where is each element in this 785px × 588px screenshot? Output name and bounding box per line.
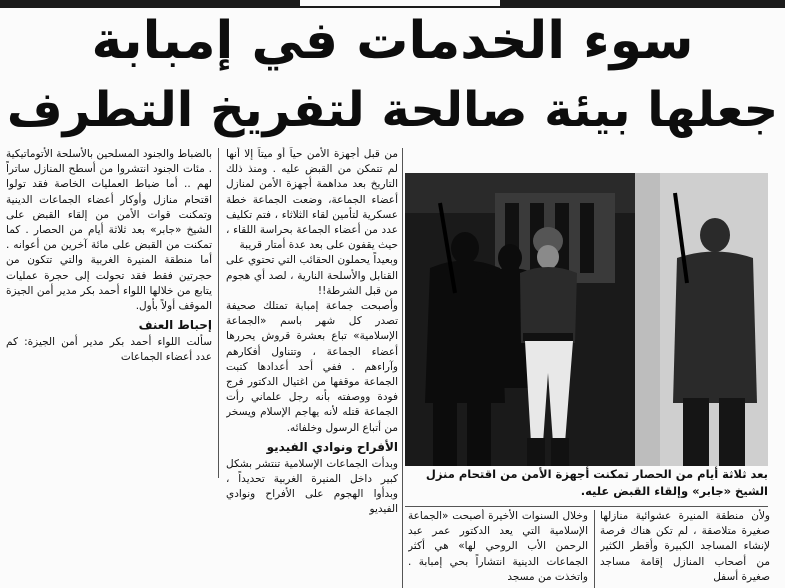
column-divider	[218, 148, 219, 478]
paragraph: وبدأت الجماعات الإسلامية تنتشر بشكل كبير داخل المنيرة الغربية تحديداً ، وبدأوا الهجوم على الأفراح ونوادي الفيديو	[226, 457, 398, 516]
photo-caption: بعد ثلاثة أيام من الحصار تمكنت أجهزة الأمن من اقتحام منزل الشيخ «جابر» وإلقاء القبض عليه.	[425, 467, 768, 498]
paragraph: بالضباط والجنود المسلحين بالأسلحة الأتوماتيكية . مئات الجنود انتشروا من أسطح المنازل ساتراً لهم .. أما ضباط العمليات الخاصة فقد تولوا اقتحام منازل وأوكار أعضاء الجماعات الدينية وتمكنت قوات الأمن من إلقاء القبض على الشيخ «جابر» بعد ثلاثة أيام من الحصار . كما تمكنت من القبض على مائة آخرين من أعوانه . أما منطقة المنيرة الغربية والتي تتكون من حجرتين فقط فقد تحولت إلى حجرة عمليات يتابع من خلالها اللواء أحمد بكر مدير أمن الجيزة الموقف أولاً بأول.	[6, 148, 212, 313]
subheadline: جعلها بيئة صالحة لتفريخ التطرف	[6, 82, 779, 138]
top-rule-gap	[300, 0, 500, 6]
paragraph: وأصبحت جماعة إمبابة تمتلك صحيفة تصدر كل شهر باسم «الجماعة الإسلامية» تباع بعشرة قروش يحررها أعضاء الجماعة ، وتتناول أفكارهم وآراءهم . ففي أحد أعدادها كتبت الجماعة موقفها من اغتيال الدكتور فرج فودة ووصفته بأنه رجل علماني رأت الجماعة قتله لأنه يهاجم الإسلام ويسخر من أتباع الرسول وخلفائه.	[226, 300, 398, 434]
headline: سوء الخدمات في إمبابة	[91, 11, 694, 71]
article-column-left	[6, 147, 212, 477]
news-photo	[405, 173, 768, 466]
paragraph: وخلال السنوات الأخيرة أصبحت «الجماعة الإسلامية التي يعد الدكتور عمر عبد الرحمن الأب الروحي لها» هي أكثر الجماعات الدينية انتشاراً بحي إمبابة . واتخذت من مسجد	[408, 510, 588, 583]
column-divider	[594, 510, 595, 588]
column-divider	[402, 148, 403, 588]
article-column-middle	[226, 147, 398, 588]
paragraph: وبعيداً يحملون الحقائب التي تحتوي على القنابل والأسلحة النارية ، لصد أي هجوم من قبل الشرطة!!	[226, 254, 398, 297]
section-heading: الأفراح ونوادي الفيديو	[266, 439, 398, 454]
caption-rule	[405, 506, 768, 507]
paragraph: ولأن منطقة المنيرة عشوائية منازلها صغيرة متلاصقة ، لم تكن هناك فرصة لإنشاء المساجد الكبيرة وأقطر الكثير من أصحاب المنازل إقامة مساجد صغيرة أسفل	[600, 510, 770, 583]
police-raid-photo	[405, 173, 768, 466]
article-column-bottom-right	[600, 509, 770, 588]
article-column-bottom-middle	[408, 509, 588, 588]
paragraph: سألت اللواء أحمد بكر مدير أمن الجيزة: كم عدد أعضاء الجماعات	[6, 336, 212, 364]
paragraph: من قبل أجهزة الأمن حياً أو ميتاً إلا أنها لم تتمكن من القبض عليه . ومنذ ذلك التاريخ بعد مداهمة أجهزة الأمن لمنازل أعضاء الجماعة، وضعت الجماعة خطة عسكرية لتأمين لقاء الثلاثاء ، فتم تكليف عدد من أعضاء الجماعة بحراسة اللقاء ، حيث يقفون على بعد عدة أمتار قريبة	[226, 148, 398, 252]
section-heading: إحباط العنف	[138, 318, 212, 333]
